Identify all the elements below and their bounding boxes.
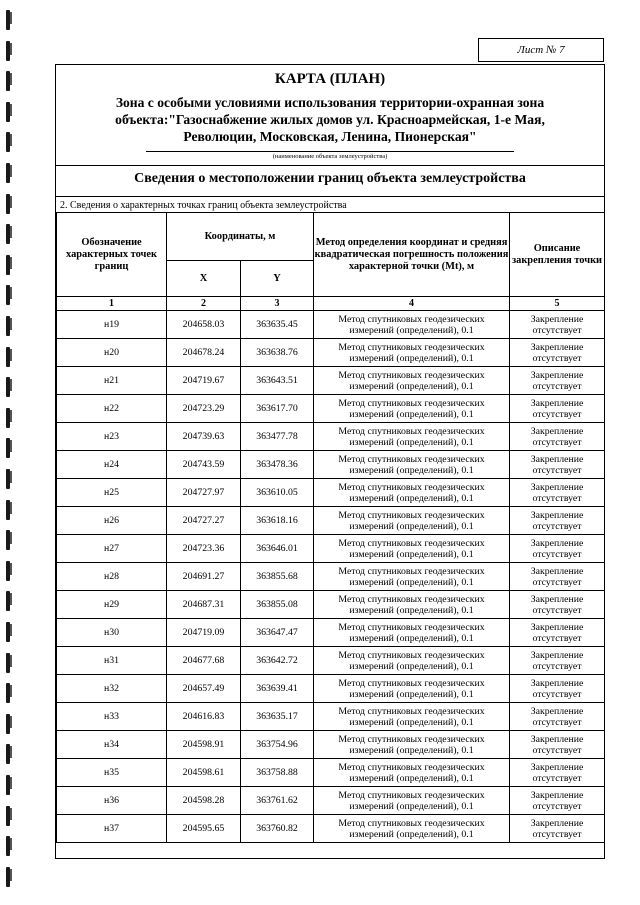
table-row xyxy=(57,367,605,395)
binding-ring xyxy=(6,500,10,520)
table-row xyxy=(57,675,605,703)
coord-x: 204691.27 xyxy=(167,563,241,591)
method-line-2: измерений (определений), 0.1 xyxy=(349,828,474,840)
point-name: н36 xyxy=(57,787,167,815)
point-name: н23 xyxy=(57,423,167,451)
binding-ring xyxy=(6,377,10,397)
method-cell xyxy=(314,507,510,535)
coord-x: 204595.65 xyxy=(167,815,241,843)
point-name: н31 xyxy=(57,647,167,675)
method-line-2: измерений (определений), 0.1 xyxy=(349,324,474,336)
header-point-name: Обозначение характерных точек границ xyxy=(57,213,167,297)
desc-line-2: отсутствует xyxy=(532,716,582,728)
coord-y: 363618.16 xyxy=(241,507,314,535)
point-name: н21 xyxy=(57,367,167,395)
title-block xyxy=(56,65,604,166)
coord-y: 363760.82 xyxy=(241,815,314,843)
method-line-1: Метод спутниковых геодезических xyxy=(338,481,485,493)
binding-ring xyxy=(6,347,10,367)
coord-x: 204616.83 xyxy=(167,703,241,731)
binding-ring xyxy=(6,71,10,91)
point-name: н20 xyxy=(57,339,167,367)
coord-y: 363635.17 xyxy=(241,703,314,731)
coord-y: 363638.76 xyxy=(241,339,314,367)
binding-ring xyxy=(6,132,10,152)
method-line-2: измерений (определений), 0.1 xyxy=(349,520,474,532)
desc-line-1: Закрепление xyxy=(530,341,584,353)
header-x: X xyxy=(167,261,241,297)
desc-line-2: отсутствует xyxy=(532,352,582,364)
binding-ring xyxy=(6,775,10,795)
table-row xyxy=(57,451,605,479)
method-line-1: Метод спутниковых геодезических xyxy=(338,341,485,353)
table-row xyxy=(57,703,605,731)
coord-x: 204657.49 xyxy=(167,675,241,703)
desc-line-2: отсутствует xyxy=(532,800,582,812)
desc-line-1: Закрепление xyxy=(530,593,584,605)
method-line-1: Метод спутниковых геодезических xyxy=(338,789,485,801)
coord-x: 204719.67 xyxy=(167,367,241,395)
desc-line-1: Закрепление xyxy=(530,733,584,745)
desc-line-1: Закрепление xyxy=(530,789,584,801)
method-cell xyxy=(314,675,510,703)
method-cell xyxy=(314,759,510,787)
table-row xyxy=(57,759,605,787)
coord-y: 363761.62 xyxy=(241,787,314,815)
method-cell xyxy=(314,367,510,395)
method-cell xyxy=(314,395,510,423)
description-cell xyxy=(510,759,605,787)
method-line-1: Метод спутниковых геодезических xyxy=(338,649,485,661)
coord-x: 204598.91 xyxy=(167,731,241,759)
point-name: н33 xyxy=(57,703,167,731)
method-line-2: измерений (определений), 0.1 xyxy=(349,492,474,504)
desc-line-2: отсутствует xyxy=(532,436,582,448)
table-row xyxy=(57,535,605,563)
point-name: н24 xyxy=(57,451,167,479)
desc-line-1: Закрепление xyxy=(530,677,584,689)
table-row xyxy=(57,479,605,507)
coord-y: 363647.47 xyxy=(241,619,314,647)
header-method: Метод определения координат и средняя квадратическая погрешность положения характерной точки (Mt), м xyxy=(314,213,510,297)
coord-x: 204677.68 xyxy=(167,647,241,675)
method-line-1: Метод спутниковых геодезических xyxy=(338,621,485,633)
method-cell xyxy=(314,479,510,507)
description-cell xyxy=(510,619,605,647)
method-line-1: Метод спутниковых геодезических xyxy=(338,705,485,717)
table-row xyxy=(57,787,605,815)
point-name: н37 xyxy=(57,815,167,843)
description-cell xyxy=(510,451,605,479)
header-y: Y xyxy=(241,261,314,297)
binding-ring xyxy=(6,438,10,458)
subsection-title: 2. Сведения о характерных точках границ объекта землеустройства xyxy=(60,200,347,211)
method-cell xyxy=(314,563,510,591)
coord-y: 363642.72 xyxy=(241,647,314,675)
desc-line-2: отсутствует xyxy=(532,324,582,336)
method-line-1: Метод спутниковых геодезических xyxy=(338,817,485,829)
desc-line-2: отсутствует xyxy=(532,660,582,672)
description-cell xyxy=(510,535,605,563)
binding-ring xyxy=(6,744,10,764)
desc-line-2: отсутствует xyxy=(532,408,582,420)
method-line-1: Метод спутниковых геодезических xyxy=(338,537,485,549)
desc-line-2: отсутствует xyxy=(532,744,582,756)
point-name: н25 xyxy=(57,479,167,507)
method-line-2: измерений (определений), 0.1 xyxy=(349,408,474,420)
method-line-1: Метод спутниковых геодезических xyxy=(338,313,485,325)
method-line-2: измерений (определений), 0.1 xyxy=(349,436,474,448)
binding-ring xyxy=(6,591,10,611)
desc-line-2: отсутствует xyxy=(532,576,582,588)
header-description: Описание закрепления точки xyxy=(510,213,605,297)
desc-line-1: Закрепление xyxy=(530,397,584,409)
coord-x: 204727.97 xyxy=(167,479,241,507)
binding-ring xyxy=(6,836,10,856)
binding-ring xyxy=(6,806,10,826)
method-line-1: Метод спутниковых геодезических xyxy=(338,453,485,465)
table-row xyxy=(57,647,605,675)
binding-ring xyxy=(6,622,10,642)
method-line-1: Метод спутниковых геодезических xyxy=(338,565,485,577)
description-cell xyxy=(510,311,605,339)
map-title: КАРТА (ПЛАН) xyxy=(274,71,386,87)
table-row xyxy=(57,591,605,619)
table-row xyxy=(57,619,605,647)
coord-y: 363758.88 xyxy=(241,759,314,787)
table-row xyxy=(57,563,605,591)
point-name: н35 xyxy=(57,759,167,787)
desc-line-1: Закрепление xyxy=(530,761,584,773)
description-cell xyxy=(510,367,605,395)
method-line-1: Метод спутниковых геодезических xyxy=(338,593,485,605)
desc-line-1: Закрепление xyxy=(530,565,584,577)
point-name: н32 xyxy=(57,675,167,703)
column-number-5: 5 xyxy=(510,297,605,311)
method-line-2: измерений (определений), 0.1 xyxy=(349,632,474,644)
point-name: н29 xyxy=(57,591,167,619)
column-number-3: 3 xyxy=(241,297,314,311)
coord-x: 204658.03 xyxy=(167,311,241,339)
binding-ring xyxy=(6,316,10,336)
desc-line-2: отсутствует xyxy=(532,772,582,784)
binding-rings xyxy=(0,0,22,905)
point-name: н28 xyxy=(57,563,167,591)
binding-ring xyxy=(6,255,10,275)
desc-line-1: Закрепление xyxy=(530,313,584,325)
description-cell xyxy=(510,339,605,367)
method-cell xyxy=(314,647,510,675)
binding-ring xyxy=(6,163,10,183)
desc-line-1: Закрепление xyxy=(530,369,584,381)
method-cell xyxy=(314,535,510,563)
method-line-2: измерений (определений), 0.1 xyxy=(349,464,474,476)
method-cell xyxy=(314,703,510,731)
object-caption: (наименование объекта землеустройства) xyxy=(272,153,388,160)
desc-line-1: Закрепление xyxy=(530,481,584,493)
binding-ring xyxy=(6,867,10,887)
coord-y: 363477.78 xyxy=(241,423,314,451)
coord-y: 363610.05 xyxy=(241,479,314,507)
method-line-2: измерений (определений), 0.1 xyxy=(349,380,474,392)
desc-line-1: Закрепление xyxy=(530,453,584,465)
method-line-2: измерений (определений), 0.1 xyxy=(349,688,474,700)
zone-title-line-1: Зона с особыми условиями использования территории-охранная зона xyxy=(115,95,545,110)
table-row xyxy=(57,395,605,423)
description-cell xyxy=(510,787,605,815)
table-row xyxy=(57,311,605,339)
coord-x: 204719.09 xyxy=(167,619,241,647)
binding-ring xyxy=(6,530,10,550)
points-table xyxy=(56,212,605,843)
method-line-2: измерений (определений), 0.1 xyxy=(349,604,474,616)
coord-x: 204739.63 xyxy=(167,423,241,451)
binding-ring xyxy=(6,653,10,673)
desc-line-2: отсутствует xyxy=(532,548,582,560)
coord-y: 363855.08 xyxy=(241,591,314,619)
method-line-2: измерений (определений), 0.1 xyxy=(349,744,474,756)
section-header xyxy=(56,165,604,197)
desc-line-1: Закрепление xyxy=(530,817,584,829)
method-cell xyxy=(314,787,510,815)
coord-y: 363617.70 xyxy=(241,395,314,423)
coord-x: 204743.59 xyxy=(167,451,241,479)
desc-line-2: отсутствует xyxy=(532,464,582,476)
method-line-2: измерений (определений), 0.1 xyxy=(349,716,474,728)
zone-title-line-2: объекта:"Газоснабжение жилых домов ул. Красноармейская, 1-е Мая, xyxy=(115,112,545,127)
binding-ring xyxy=(6,102,10,122)
binding-ring xyxy=(6,41,10,61)
point-name: н19 xyxy=(57,311,167,339)
coord-x: 204723.36 xyxy=(167,535,241,563)
column-number-4: 4 xyxy=(314,297,510,311)
description-cell xyxy=(510,815,605,843)
desc-line-1: Закрепление xyxy=(530,509,584,521)
method-cell xyxy=(314,339,510,367)
method-line-1: Метод спутниковых геодезических xyxy=(338,369,485,381)
method-line-1: Метод спутниковых геодезических xyxy=(338,733,485,745)
method-line-1: Метод спутниковых геодезических xyxy=(338,761,485,773)
point-name: н22 xyxy=(57,395,167,423)
coord-x: 204687.31 xyxy=(167,591,241,619)
method-line-1: Метод спутниковых геодезических xyxy=(338,425,485,437)
description-cell xyxy=(510,731,605,759)
description-cell xyxy=(510,703,605,731)
column-number-1: 1 xyxy=(57,297,167,311)
coord-x: 204727.27 xyxy=(167,507,241,535)
table-row xyxy=(57,507,605,535)
binding-ring xyxy=(6,714,10,734)
description-cell xyxy=(510,479,605,507)
method-cell xyxy=(314,591,510,619)
table-row xyxy=(57,423,605,451)
desc-line-2: отсутствует xyxy=(532,604,582,616)
point-name: н26 xyxy=(57,507,167,535)
coord-x: 204723.29 xyxy=(167,395,241,423)
method-line-2: измерений (определений), 0.1 xyxy=(349,576,474,588)
method-cell xyxy=(314,451,510,479)
point-name: н27 xyxy=(57,535,167,563)
desc-line-1: Закрепление xyxy=(530,705,584,717)
desc-line-1: Закрепление xyxy=(530,649,584,661)
desc-line-2: отсутствует xyxy=(532,828,582,840)
table-row xyxy=(57,731,605,759)
coord-y: 363635.45 xyxy=(241,311,314,339)
coord-x: 204678.24 xyxy=(167,339,241,367)
desc-line-2: отсутствует xyxy=(532,632,582,644)
coord-x: 204598.61 xyxy=(167,759,241,787)
method-line-2: измерений (определений), 0.1 xyxy=(349,800,474,812)
method-cell xyxy=(314,619,510,647)
desc-line-2: отсутствует xyxy=(532,688,582,700)
zone-title-line-3: Революции, Московская, Ленина, Пионерская" xyxy=(183,129,477,144)
desc-line-2: отсутствует xyxy=(532,380,582,392)
point-name: н34 xyxy=(57,731,167,759)
zone-title xyxy=(66,94,594,145)
description-cell xyxy=(510,675,605,703)
binding-ring xyxy=(6,469,10,489)
section-title: Сведения о местоположении границ объекта землеустройства xyxy=(134,171,526,186)
sheet-number: Лист № 7 xyxy=(478,38,604,62)
method-line-2: измерений (определений), 0.1 xyxy=(349,660,474,672)
method-line-1: Метод спутниковых геодезических xyxy=(338,677,485,689)
method-line-2: измерений (определений), 0.1 xyxy=(349,548,474,560)
binding-ring xyxy=(6,194,10,214)
column-number-2: 2 xyxy=(167,297,241,311)
coord-y: 363478.36 xyxy=(241,451,314,479)
method-line-1: Метод спутниковых геодезических xyxy=(338,397,485,409)
document-frame xyxy=(55,64,605,859)
description-cell xyxy=(510,395,605,423)
method-line-2: измерений (определений), 0.1 xyxy=(349,352,474,364)
table-row xyxy=(57,815,605,843)
method-line-2: измерений (определений), 0.1 xyxy=(349,772,474,784)
method-line-1: Метод спутниковых геодезических xyxy=(338,509,485,521)
description-cell xyxy=(510,423,605,451)
coord-y: 363754.96 xyxy=(241,731,314,759)
description-cell xyxy=(510,507,605,535)
coord-y: 363855.68 xyxy=(241,563,314,591)
binding-ring xyxy=(6,683,10,703)
coord-y: 363643.51 xyxy=(241,367,314,395)
caption-underline xyxy=(146,151,514,152)
binding-ring xyxy=(6,285,10,305)
binding-ring xyxy=(6,408,10,428)
point-name: н30 xyxy=(57,619,167,647)
coord-y: 363646.01 xyxy=(241,535,314,563)
method-cell xyxy=(314,311,510,339)
description-cell xyxy=(510,563,605,591)
desc-line-1: Закрепление xyxy=(530,621,584,633)
desc-line-1: Закрепление xyxy=(530,425,584,437)
desc-line-2: отсутствует xyxy=(532,520,582,532)
method-cell xyxy=(314,423,510,451)
binding-ring xyxy=(6,10,10,30)
coord-x: 204598.28 xyxy=(167,787,241,815)
method-cell xyxy=(314,731,510,759)
desc-line-1: Закрепление xyxy=(530,537,584,549)
binding-ring xyxy=(6,561,10,581)
coord-y: 363639.41 xyxy=(241,675,314,703)
method-cell xyxy=(314,815,510,843)
binding-ring xyxy=(6,224,10,244)
header-coordinates: Координаты, м xyxy=(167,213,314,261)
description-cell xyxy=(510,647,605,675)
table-row xyxy=(57,339,605,367)
desc-line-2: отсутствует xyxy=(532,492,582,504)
description-cell xyxy=(510,591,605,619)
